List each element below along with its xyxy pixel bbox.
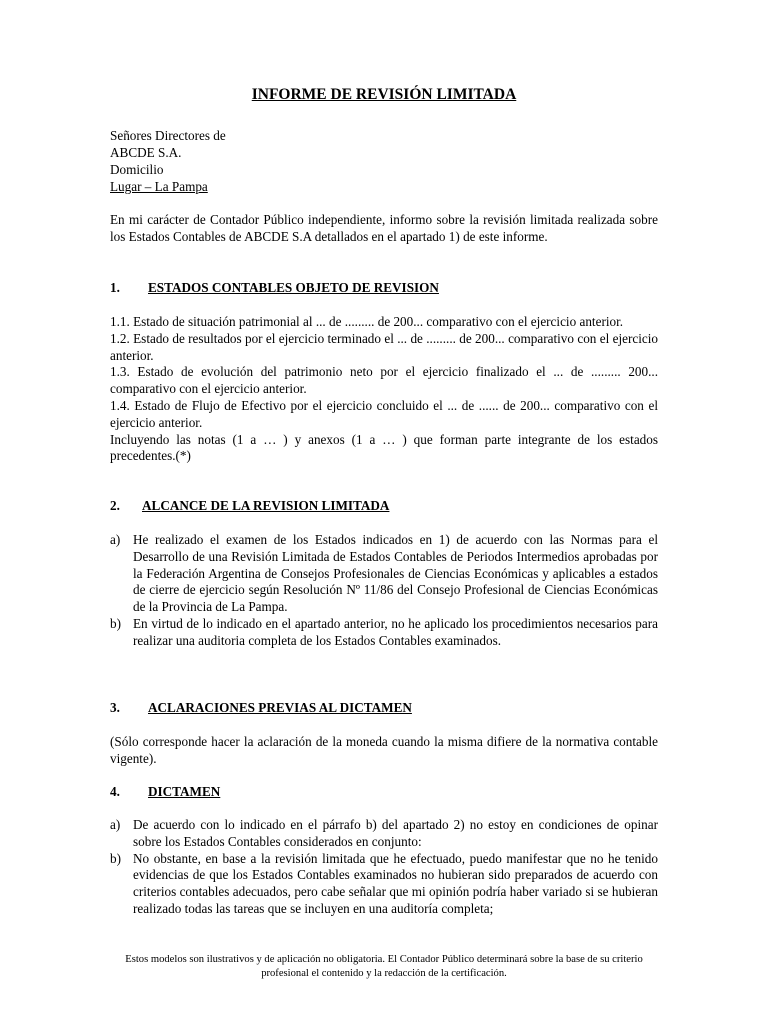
section-1-list — [110, 314, 658, 465]
section-4-list — [110, 817, 658, 918]
list-item: 1.3. Estado de evolución del patrimonio neto por el ejercicio finalizado el ... de ......... 200... comparativo con el ejercicio anterior. — [110, 364, 658, 397]
section-heading — [110, 784, 220, 801]
section-heading — [110, 700, 412, 717]
section-number: 1. — [110, 280, 120, 295]
addressee-block — [110, 128, 226, 196]
section-title: ACLARACIONES PREVIAS AL DICTAMEN — [148, 700, 412, 715]
section-title: ALCANCE DE LA REVISION LIMITADA — [142, 498, 390, 513]
section-number: 4. — [110, 784, 120, 799]
item-label: b) — [110, 615, 121, 631]
item-text: He realizado el examen de los Estados indicados en 1) de acuerdo con las Normas para el Desarrollo de una Revisión Limitada de Estados Contables de Periodos Intermedios aprobadas por la Federación Argentina de Consejos Profesionales de Ciencias Económicas y aplicables a estados de cierre de ejercicio según Resolución Nº 11/86 del Consejo Profesional de Ciencias Económicas de la Provincia de La Pampa. — [133, 532, 658, 615]
item-text: De acuerdo con lo indicado en el párrafo b) del apartado 2) no estoy en condiciones de opinar sobre los Estados Contables considerados en conjunto: — [133, 817, 658, 849]
item-label: a) — [110, 532, 121, 547]
list-item: 1.4. Estado de Flujo de Efectivo por el ejercicio concluido el ... de ...... de 200... comparativo con el ejercicio anterior. — [110, 397, 658, 430]
section-heading — [110, 280, 439, 297]
list-item — [110, 616, 658, 650]
addressee-line: Domicilio — [110, 162, 164, 177]
addressee-line: ABCDE S.A. — [110, 145, 182, 160]
list-item — [110, 532, 658, 616]
footer-note: Estos modelos son ilustrativos y de aplicación no obligatoria. El Contador Público determinará sobre la base de su criterio profesional el contenido y la redacción de la certificación. — [125, 954, 643, 979]
document-title: INFORME DE REVISIÓN LIMITADA — [251, 86, 517, 103]
list-item: 1.1. Estado de situación patrimonial al ... de ......... de 200... comparativo con el ejercicio anterior. — [110, 314, 624, 329]
item-label: b) — [110, 850, 121, 866]
section-2-list — [110, 532, 658, 650]
item-label: a) — [110, 817, 121, 832]
addressee-location: Lugar – La Pampa — [110, 179, 208, 194]
section-number: 2. — [110, 498, 120, 513]
section-title: ESTADOS CONTABLES OBJETO DE REVISION — [148, 280, 439, 295]
list-item — [110, 817, 658, 851]
list-item: 1.2. Estado de resultados por el ejercicio terminado el ... de ......... de 200... comparativo con el ejercicio anterior. — [110, 330, 658, 363]
notes-paragraph: Incluyendo las notas (1 a … ) y anexos (1 a … ) que forman parte integrante de los estados precedentes.(*) — [110, 431, 658, 464]
addressee-line: Señores Directores de — [110, 128, 226, 143]
section-3-paragraph: (Sólo corresponde hacer la aclaración de la moneda cuando la misma difiere de la normativa contable vigente). — [110, 734, 658, 766]
section-number: 3. — [110, 700, 120, 715]
item-text: En virtud de lo indicado en el apartado anterior, no he aplicado los procedimientos necesarios para realizar una auditoria completa de los Estados Contables examinados. — [133, 615, 658, 648]
section-title: DICTAMEN — [148, 784, 221, 799]
list-item — [110, 851, 658, 918]
item-text: No obstante, en base a la revisión limitada que he efectuado, puedo manifestar que no he tenido evidencias de que los Estados Contables examinados no hubieran sido preparados de acuerdo con criterios contables adecuados, pero cabe señalar que mi opinión podría haber variado si se hubieran realizado todas las tareas que se incluyen en una auditoría completa; — [133, 850, 658, 916]
intro-paragraph: En mi carácter de Contador Público independiente, informo sobre la revisión limitada realizada sobre los Estados Contables de ABCDE S.A detallados en el apartado 1) de este informe. — [110, 212, 658, 244]
section-heading — [110, 498, 389, 515]
